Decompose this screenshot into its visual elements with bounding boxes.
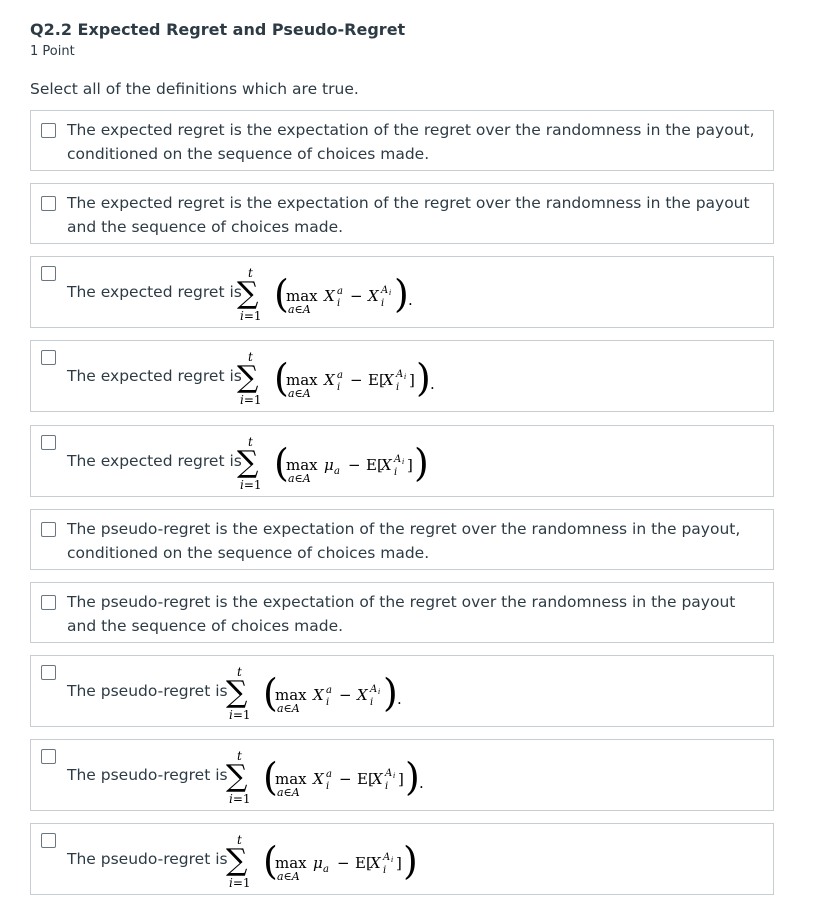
svg-text:A: A xyxy=(385,768,393,779)
svg-text:(: ( xyxy=(274,272,289,316)
option-4-checkbox[interactable] xyxy=(41,350,56,365)
svg-text:i: i xyxy=(326,697,330,708)
svg-text:i=1: i=1 xyxy=(240,393,262,407)
svg-text:(: ( xyxy=(274,441,289,485)
svg-text:X: X xyxy=(324,371,335,389)
svg-text:i: i xyxy=(402,458,405,466)
svg-text:max: max xyxy=(275,854,307,872)
svg-text:X: X xyxy=(357,686,368,704)
svg-text:i: i xyxy=(337,382,341,393)
svg-text:a: a xyxy=(337,286,343,297)
option-9[interactable] xyxy=(30,739,774,811)
svg-text:E[: E[ xyxy=(368,371,385,389)
option-8-checkbox[interactable] xyxy=(41,665,56,680)
svg-text:i: i xyxy=(385,781,389,792)
option-10[interactable] xyxy=(30,823,774,895)
option-5-text: The expected regret is xyxy=(67,452,242,470)
svg-text:): ) xyxy=(394,272,409,316)
svg-text:E[: E[ xyxy=(366,456,383,474)
svg-text:.: . xyxy=(419,774,424,792)
svg-text:X: X xyxy=(381,456,392,474)
svg-text:max: max xyxy=(275,770,307,788)
svg-text:a∈A: a∈A xyxy=(277,702,300,715)
svg-text:X: X xyxy=(372,770,383,788)
svg-text:−: − xyxy=(350,287,363,305)
svg-text:X: X xyxy=(368,287,379,305)
option-4-formula xyxy=(236,343,496,411)
option-10-text: The pseudo-regret is xyxy=(67,850,228,868)
option-8-formula xyxy=(225,658,465,726)
svg-text:a∈A: a∈A xyxy=(288,472,311,485)
svg-text:.: . xyxy=(408,291,413,309)
svg-text:i: i xyxy=(326,781,330,792)
option-5-formula xyxy=(236,428,496,496)
svg-text:i: i xyxy=(394,467,398,478)
option-6-text: The pseudo-regret is the expectation of the regret over the randomness in the payout, conditioned on the sequence of choices made. xyxy=(67,520,741,562)
option-3-formula xyxy=(236,259,476,327)
svg-text:X: X xyxy=(383,371,394,389)
option-4[interactable] xyxy=(30,340,774,412)
svg-text:μ: μ xyxy=(313,854,323,872)
svg-text:i: i xyxy=(370,697,374,708)
option-5[interactable] xyxy=(30,425,774,497)
svg-text:E[: E[ xyxy=(355,854,372,872)
svg-text:a: a xyxy=(337,370,343,381)
option-8[interactable] xyxy=(30,655,774,727)
svg-text:∑: ∑ xyxy=(237,445,259,480)
svg-text:i: i xyxy=(393,772,396,780)
svg-text:X: X xyxy=(370,854,381,872)
svg-text:t: t xyxy=(248,350,253,364)
option-1[interactable] xyxy=(30,110,774,171)
svg-text:∑: ∑ xyxy=(237,276,259,311)
svg-text:X: X xyxy=(313,770,324,788)
option-3-checkbox[interactable] xyxy=(41,266,56,281)
option-9-formula xyxy=(225,742,485,810)
option-2[interactable] xyxy=(30,183,774,244)
svg-text:i=1: i=1 xyxy=(240,478,262,492)
svg-text:−: − xyxy=(350,371,363,389)
svg-text:max: max xyxy=(286,456,318,474)
svg-text:i=1: i=1 xyxy=(229,792,251,806)
svg-text:i: i xyxy=(381,298,385,309)
svg-text:]: ] xyxy=(398,770,404,788)
option-9-text: The pseudo-regret is xyxy=(67,766,228,784)
option-7-checkbox[interactable] xyxy=(41,595,56,610)
svg-text:E[: E[ xyxy=(357,770,374,788)
svg-text:i: i xyxy=(378,688,381,696)
svg-text:(: ( xyxy=(263,839,278,883)
option-6[interactable] xyxy=(30,509,774,570)
svg-text:∑: ∑ xyxy=(237,360,259,395)
svg-text:i: i xyxy=(383,865,387,876)
svg-text:i: i xyxy=(396,382,400,393)
svg-text:i: i xyxy=(391,856,394,864)
svg-text:.: . xyxy=(397,690,402,708)
option-8-text: The pseudo-regret is xyxy=(67,682,228,700)
svg-text:t: t xyxy=(237,833,242,847)
svg-text:i=1: i=1 xyxy=(229,876,251,890)
svg-text:−: − xyxy=(348,456,361,474)
svg-text:): ) xyxy=(414,441,429,485)
svg-text:max: max xyxy=(286,287,318,305)
svg-text:(: ( xyxy=(274,356,289,400)
svg-text:a∈A: a∈A xyxy=(288,387,311,400)
svg-text:a∈A: a∈A xyxy=(277,786,300,799)
option-7[interactable] xyxy=(30,582,774,643)
svg-text:A: A xyxy=(394,454,402,465)
svg-text:a∈A: a∈A xyxy=(277,870,300,883)
svg-text:t: t xyxy=(248,435,253,449)
svg-text:i=1: i=1 xyxy=(229,708,251,722)
svg-text:t: t xyxy=(237,749,242,763)
svg-text:A: A xyxy=(370,684,378,695)
option-2-checkbox[interactable] xyxy=(41,196,56,211)
svg-text:max: max xyxy=(286,371,318,389)
svg-text:∑: ∑ xyxy=(226,759,248,794)
option-3-text: The expected regret is xyxy=(67,283,242,301)
svg-text:μ: μ xyxy=(324,456,334,474)
svg-text:a∈A: a∈A xyxy=(288,303,311,316)
svg-text:X: X xyxy=(313,686,324,704)
svg-text:max: max xyxy=(275,686,307,704)
svg-text:(: ( xyxy=(263,755,278,799)
svg-text:a: a xyxy=(323,864,329,875)
svg-text:i: i xyxy=(337,298,341,309)
svg-text:i: i xyxy=(404,373,407,381)
option-3[interactable] xyxy=(30,256,774,328)
svg-text:−: − xyxy=(339,686,352,704)
option-4-text: The expected regret is xyxy=(67,367,242,385)
svg-text:X: X xyxy=(324,287,335,305)
svg-text:(: ( xyxy=(263,671,278,715)
option-10-checkbox[interactable] xyxy=(41,833,56,848)
question-points: 1 Point xyxy=(30,44,75,59)
svg-text:a: a xyxy=(326,685,332,696)
svg-text:A: A xyxy=(396,369,404,380)
svg-text:t: t xyxy=(248,266,253,280)
svg-text:A: A xyxy=(381,285,389,296)
svg-text:−: − xyxy=(339,770,352,788)
svg-text:∑: ∑ xyxy=(226,843,248,878)
option-9-checkbox[interactable] xyxy=(41,749,56,764)
svg-text:): ) xyxy=(405,755,420,799)
option-7-text: The pseudo-regret is the expectation of the regret over the randomness in the payout and the sequence of choices made. xyxy=(67,593,736,635)
svg-text:t: t xyxy=(237,665,242,679)
option-6-checkbox[interactable] xyxy=(41,522,56,537)
svg-text:): ) xyxy=(416,356,431,400)
svg-text:∑: ∑ xyxy=(226,675,248,710)
option-2-text: The expected regret is the expectation of the regret over the randomness in the payout and the sequence of choices made. xyxy=(67,194,750,236)
svg-text:]: ] xyxy=(407,456,413,474)
svg-text:a: a xyxy=(334,466,340,477)
svg-text:i: i xyxy=(389,289,392,297)
svg-text:i=1: i=1 xyxy=(240,309,262,323)
svg-text:−: − xyxy=(337,854,350,872)
svg-text:): ) xyxy=(383,671,398,715)
question-title: Q2.2 Expected Regret and Pseudo-Regret xyxy=(30,20,406,39)
svg-text:A: A xyxy=(383,852,391,863)
svg-text:a: a xyxy=(326,769,332,780)
option-1-checkbox[interactable] xyxy=(41,123,56,138)
svg-text:): ) xyxy=(403,839,418,883)
svg-text:]: ] xyxy=(409,371,415,389)
svg-text:.: . xyxy=(430,375,435,393)
option-5-checkbox[interactable] xyxy=(41,435,56,450)
option-10-formula xyxy=(225,826,485,894)
option-1-text: The expected regret is the expectation of the regret over the randomness in the payout, conditioned on the sequence of choices made. xyxy=(67,121,755,163)
question-prompt: Select all of the definitions which are true. xyxy=(30,80,359,98)
svg-text:]: ] xyxy=(396,854,402,872)
